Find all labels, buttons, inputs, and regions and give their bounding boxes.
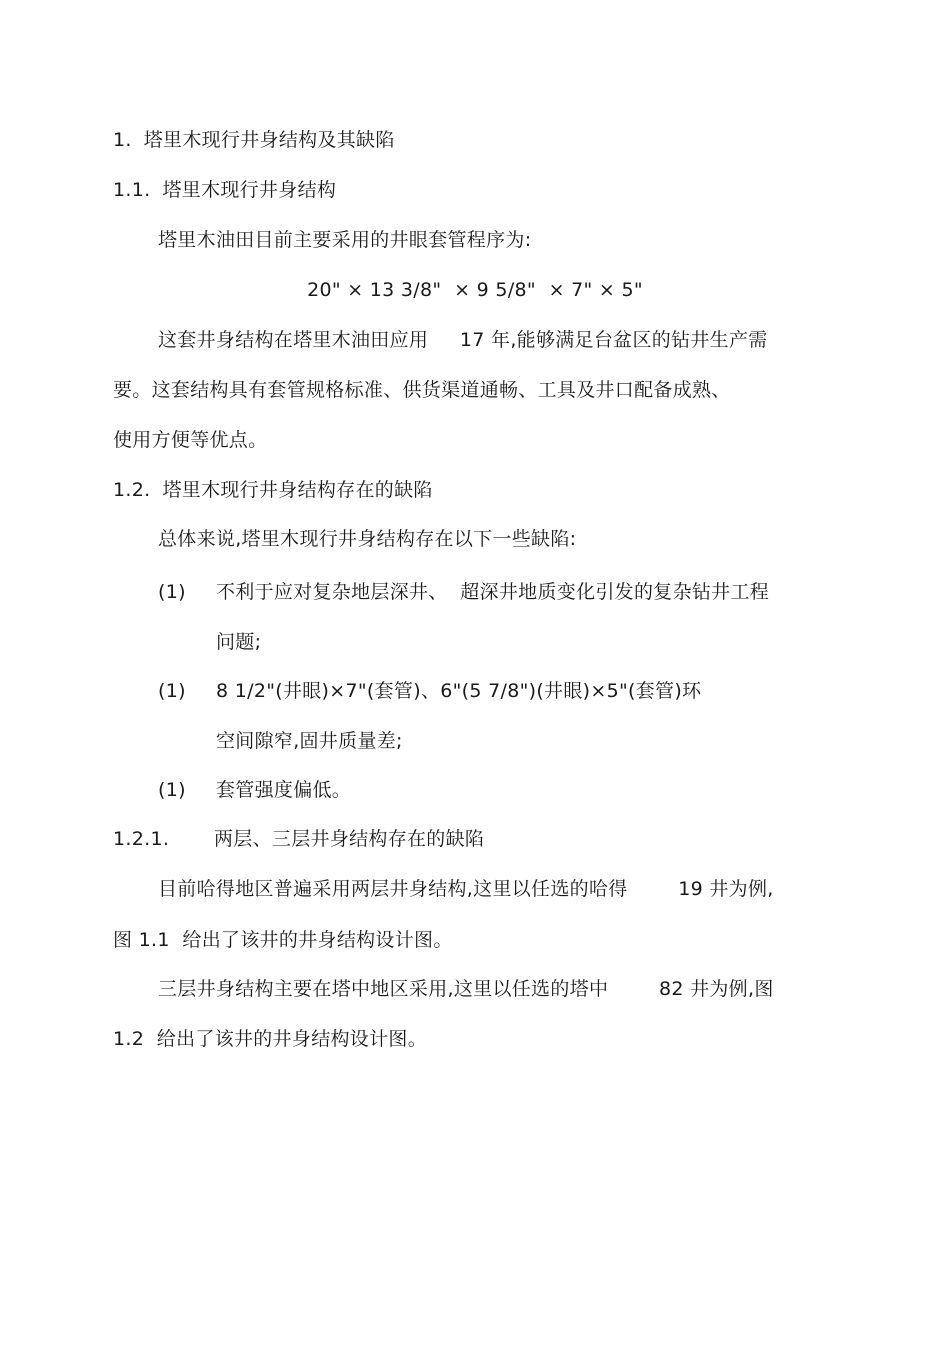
paragraph-hade-line-1: 目前哈得地区普遍采用两层井身结构,这里以任选的哈得 19 井为例, [158,878,774,900]
list-item-text: 不利于应对复杂地层深井、 超深井地质变化引发的复杂钻井工程 [216,581,770,603]
heading-1-2-text: 塔里木现行井身结构存在的缺陷 [162,479,433,501]
list-item [158,580,769,604]
list-item-continuation: 问题; [216,631,262,653]
casing-formula: 20" × 13 3/8" × 9 5/8" × 7" × 5" [307,279,643,301]
paragraph-application-line-1: 这套井身结构在塔里木油田应用 17 年,能够满足台盆区的钻井生产需 [158,329,768,351]
list-item [158,778,351,802]
heading-1-text: 塔里木现行井身结构及其缺陷 [143,129,395,151]
paragraph-tazhong-line-2: 1.2 给出了该井的井身结构设计图。 [113,1028,427,1050]
paragraph-casing-intro: 塔里木油田目前主要采用的井眼套管程序为: [158,229,532,251]
list-item-text: 8 1/2"(井眼)×7"(套管)、6"(5 7/8")(井眼)×5"(套管)环 [216,680,702,702]
heading-1-2-1-number: 1.2.1. [113,828,170,850]
heading-1-1-number: 1.1. [113,179,151,201]
paragraph-application-line-2: 要。这套结构具有套管规格标准、供货渠道通畅、工具及井口配备成熟、 [113,379,731,401]
paragraph-hade-line-2: 图 1.1 给出了该井的井身结构设计图。 [113,929,453,951]
heading-1-number: 1. [113,129,132,151]
list-item-number: (1) [158,680,186,702]
list-item-text: 套管强度偏低。 [216,779,352,801]
heading-1-2-number: 1.2. [113,479,151,501]
list-item-number: (1) [158,581,186,603]
paragraph-defects-intro: 总体来说,塔里木现行井身结构存在以下一些缺陷: [158,528,577,550]
heading-1-2 [113,478,433,502]
heading-1-1-text: 塔里木现行井身结构 [162,179,337,201]
heading-1 [113,128,395,152]
heading-1-2-1 [113,827,484,851]
heading-1-2-1-text: 两层、三层井身结构存在的缺陷 [214,828,485,850]
list-item [158,679,701,703]
paragraph-application-line-3: 使用方便等优点。 [113,429,268,451]
list-item-number: (1) [158,779,186,801]
list-item-continuation: 空间隙窄,固井质量差; [216,730,403,752]
heading-1-1 [113,178,336,202]
paragraph-tazhong-line-1: 三层井身结构主要在塔中地区采用,这里以任选的塔中 82 井为例,图 [158,978,774,1000]
